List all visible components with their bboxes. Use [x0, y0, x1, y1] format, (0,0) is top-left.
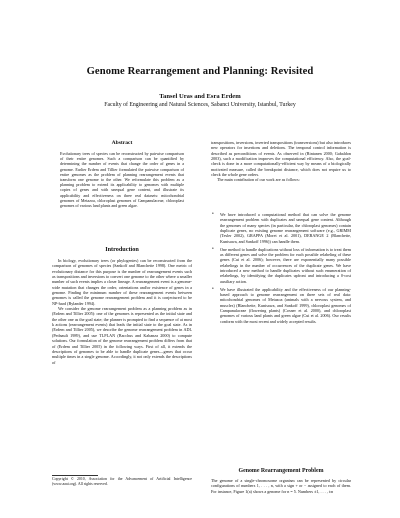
contribution-text: One method to handle duplications without loss of information is to treat them as different genes and solve the problem for each possible relabeling of these genes (Cui et al. 2006); however, there are exponentially many possible relabelings in the number of occurrences of the duplicate genes. We have introduced a new method to handle duplicates without such enumeration of relabelings, by identifying the duplicates upfront and introducing a 0-cost auxiliary action. — [220, 246, 351, 284]
paper-authors: Tansel Uras and Esra Erdem — [159, 93, 241, 100]
bullet-icon: • — [212, 246, 214, 252]
introduction-body — [52, 258, 192, 365]
contribution-item — [211, 287, 351, 324]
contribution-text: We have introduced a computational method that can solve the genome rearrangement problem with duplicates and unequal gene content. Although the genomes of many species (in particular, the chloroplast genomes) contain duplicate genes, no existing genome rearrangement software (e.g., GRIMM (Tesler 2002), GRAPPA (Moret et al. 2001), DERANGE 2 (Blanchette, Kunisawa, and Sankoff 1996)) can handle them. — [220, 212, 351, 244]
paper-affiliation: Faculty of Engineering and Natural Sciences, Sabanci University, Istanbul, Turkey — [104, 102, 296, 108]
right-column-intro — [211, 140, 351, 183]
paper-title: Genome Rearrangement and Planning: Revisited — [86, 66, 314, 77]
bullet-icon: • — [212, 286, 214, 292]
section-text: The genome of a single-chromosome organism can be represented by circular configurations of numbers 1, . . . , n, with a sign + or − assigned to each of them. For instance, Figure 1(a) shows a genome for n = 5. Numbers ±1, . . . , ±n — [211, 478, 351, 494]
contribution-item — [211, 212, 351, 244]
bullet-icon: • — [212, 212, 214, 217]
section-heading: Genome Rearrangement Problem — [238, 468, 324, 474]
intro-continuation: transpositions, inversions, inverted transpositions (transversions) but also introduces new operators for insertions and deletions. The temporal control information is described as preconditions of events. As observed in (Rintanen 2000; Gabaldon 2003), such a modification improves the computational efficiency. Also, the goal-check is done in a more computationally-efficient way by means of a biologically motivated measure, called the breakpoint distance, which does not require us to check the whole gene orders. — [211, 140, 351, 178]
contributions-list — [211, 212, 351, 327]
contribution-text: We have illustrated the applicability and the effectiveness of our planning-based approach to genome rearrangement on three sets of real data: mitochondrial genomes of Metazoa (animals with a nervous system, and muscles) (Blanchette, Kunisawa, and Sankoff 1999), chloroplast genomes of Campanulaceae (flowering plants) (Cosner et al. 2000), and chloroplast genomes of various land plants and green algae (Cui et al. 2006). Our results conform with the most recent and widely accepted results. — [220, 286, 351, 324]
footnote-rule — [52, 475, 98, 476]
introduction-paragraph: We consider the genome rearrangement problem as a planning problem as in (Erdem and Tillier 2005): one of the genomes is represented as the initial state and the other one as the goal state; the planner is prompted to find a sequence of at most k actions (rearrangement events) that leads the initial state to the goal state. As in (Erdem and Tillier 2005), we describe the genome rearrangement problem in ADL (Pednault 1989), and use TLPLAN (Bacchus and Kabanza 2000) to compute solutions. Our formulation of the genome rearrangement problem differs from that of (Erdem and Tillier 2005) in the following ways. First of all, it extends the descriptions of genomes to be able to handle duplicate genes—genes that occur multiple times in a single genome. Accordingly, it not only extends the descriptions of — [52, 306, 192, 365]
copyright-notice: Copyright © 2010, Association for the Advancement of Artificial Intelligence (www.aaai.org). All rights reserved. — [52, 477, 192, 486]
introduction-heading: Introduction — [105, 246, 139, 253]
introduction-paragraph: In biology, evolutionary trees (or phylogenies) can be reconstructed from the comparison of genomes of species (Sankoff and Blanchette 1998). One metric of evolutionary distance for this purpose is the number of rearrangement events such as transpositions and inversions to convert one genome to the other where a smaller number of such events implies a closer lineage. A rearrangement event is a genome-wide mutation that changes the order, orientations and/or existence of genes in a genome. Finding the minimum number of these rearrangement events between genomes is called the genome rearrangement problem and it is conjectured to be NP-hard (Bylander 1994). — [52, 258, 192, 306]
contributions-lead: The main contribution of our work are as follows: — [217, 177, 300, 183]
abstract-heading: Abstract — [111, 140, 133, 146]
abstract-text: Evolutionary trees of species can be reconstructed by pairwise comparison of their entire genomes. Such a comparison can be quantified by determining the number of events that change the order of genes in a genome. Earlier Erdem and Tillier formulated the pairwise comparison of entire genomes as the problem of planning rearrangement events that transform one genome to the other. We reformulate this problem as a planning problem to extend its applicability to genomes with multiple copies of genes and with unequal gene content, and illustrate its applicability and effectiveness on three real datasets: mitochondrial genomes of Metazoa, chloroplast genomes of Campanulaceae, chloroplast genomes of various land plants and green algae. — [60, 151, 184, 209]
contribution-item — [211, 247, 351, 284]
